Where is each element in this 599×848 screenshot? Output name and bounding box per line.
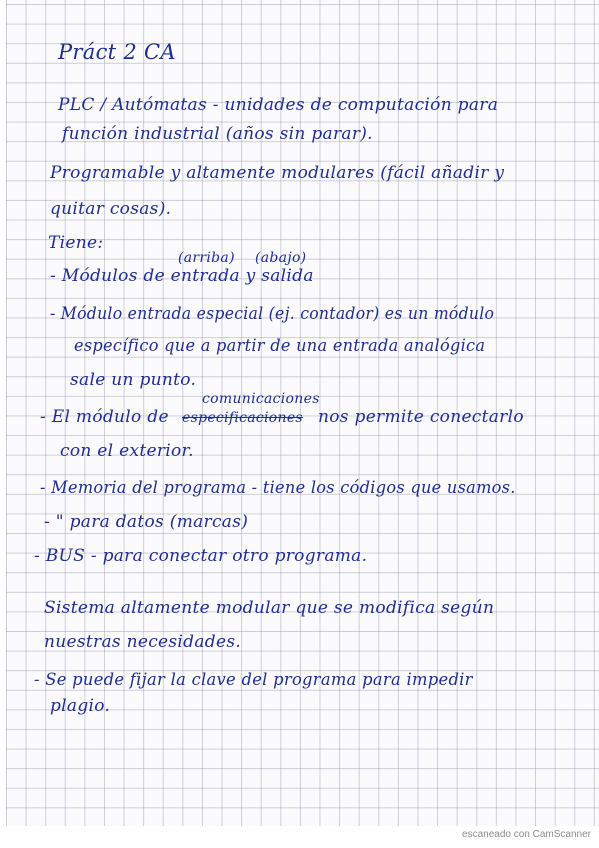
note-line-10-end: nos permite conectarlo (318, 407, 524, 427)
note-line-1: PLC / Autómatas - unidades de computación para (58, 95, 499, 115)
note-line-3: Programable y altamente modulares (fácil añadir y (50, 163, 505, 183)
note-annotation-comunicaciones: comunicaciones (202, 391, 320, 407)
page-margin (0, 0, 6, 848)
note-line-9: sale un punto. (70, 370, 197, 390)
note-line-13: - " para datos (marcas) (44, 512, 249, 532)
note-line-6: - Módulos de entrada y salida (50, 266, 314, 286)
note-line-16: nuestras necesidades. (44, 632, 242, 652)
note-strikethrough-word: especificaciones (182, 410, 303, 426)
note-line-7: - Módulo entrada especial (ej. contador) es un módulo (50, 304, 495, 324)
note-title: Práct 2 CA (58, 40, 176, 64)
note-line-8: específico que a partir de una entrada analógica (74, 336, 486, 356)
note-line-18: plagio. (50, 696, 111, 716)
note-line-4: quitar cosas). (50, 199, 172, 219)
note-annotation-abajo: (abajo) (255, 250, 307, 266)
note-line-2: función industrial (años sin parar). (62, 124, 373, 144)
note-line-14: - BUS - para conectar otro programa. (34, 546, 368, 566)
note-line-11: con el exterior. (60, 441, 194, 461)
scanner-watermark: escaneado con CamScanner (462, 829, 591, 840)
note-line-12: - Memoria del programa - tiene los códigos que usamos. (40, 478, 516, 498)
note-line-10: - El módulo de (40, 407, 169, 427)
note-line-15: Sistema altamente modular que se modifica según (44, 598, 495, 618)
note-line-5: Tiene: (48, 233, 104, 253)
note-annotation-arriba: (arriba) (178, 250, 235, 266)
note-line-17: - Se puede fijar la clave del programa para impedir (34, 670, 473, 690)
